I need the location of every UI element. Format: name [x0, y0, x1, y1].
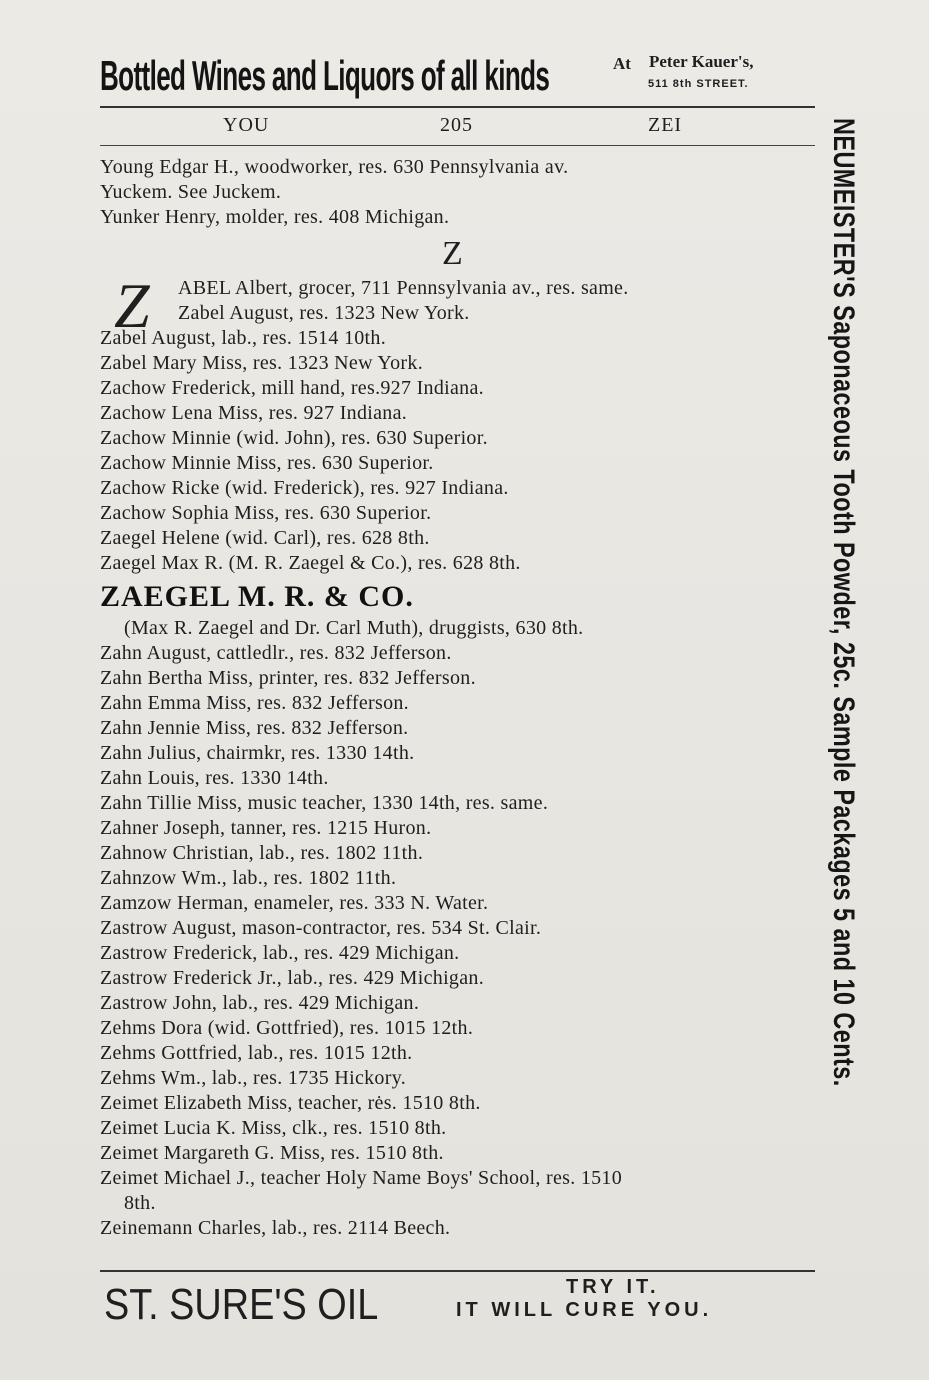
top-advertisement [100, 48, 815, 100]
list-item: Young Edgar H., woodworker, res. 630 Pennsylvania av. [100, 156, 569, 178]
ad-product: ST. SURE'S OIL [104, 1280, 379, 1329]
running-head-right: ZEI [648, 114, 683, 136]
list-item: Zachow Lena Miss, res. 927 Indiana. [100, 402, 408, 424]
ad-at: At [613, 54, 631, 73]
list-item: Zeimet Elizabeth Miss, teacher, rės. 1510 8th. [100, 1092, 481, 1114]
first-entry-text: ABEL Albert, grocer, 711 Pennsylvania av., res. same. [178, 277, 629, 299]
top-rule [100, 106, 815, 108]
list-item: Zahn August, cattledlr., res. 832 Jefferson. [100, 642, 452, 664]
list-item: Zamzow Herman, enameler, res. 333 N. Water. [100, 892, 489, 914]
ad-store-name: Peter Kauer's, [649, 52, 754, 71]
list-item: Zahner Joseph, tanner, res. 1215 Huron. [100, 817, 432, 839]
bottom-advertisement [100, 1276, 820, 1336]
list-item: Zehms Wm., lab., res. 1735 Hickory. [100, 1067, 406, 1089]
running-head-left: YOU [223, 114, 270, 136]
list-item: Yuckem. See Juckem. [100, 181, 282, 203]
list-item: Zachow Minnie (wid. John), res. 630 Superior. [100, 427, 488, 449]
list-item: Zachow Sophia Miss, res. 630 Superior. [100, 502, 432, 524]
list-item-continuation: 8th. [124, 1192, 156, 1214]
list-item: Zahn Jennie Miss, res. 832 Jefferson. [100, 717, 409, 739]
side-advertisement [818, 118, 866, 1268]
list-item: Zahn Julius, chairmkr, res. 1330 14th. [100, 742, 415, 764]
section-letter: Z [441, 235, 464, 272]
page-number: 205 [440, 114, 473, 136]
list-item: Zahnow Christian, lab., res. 1802 11th. [100, 842, 424, 864]
list-item: Zeimet Lucia K. Miss, clk., res. 1510 8th. [100, 1117, 447, 1139]
list-item: Zabel Mary Miss, res. 1323 New York. [100, 352, 423, 374]
list-item: Zaegel Helene (wid. Carl), res. 628 8th. [100, 527, 430, 549]
list-item: Zeimet Margareth G. Miss, res. 1510 8th. [100, 1142, 444, 1164]
ad-address: 511 8th STREET. [648, 78, 749, 90]
featured-entry-detail: (Max R. Zaegel and Dr. Carl Muth), druggists, 630 8th. [124, 617, 584, 639]
list-item: Zehms Gottfried, lab., res. 1015 12th. [100, 1042, 413, 1064]
list-item: Zabel August, lab., res. 1514 10th. [100, 327, 387, 349]
list-item: Zahnzow Wm., lab., res. 1802 11th. [100, 867, 397, 889]
ad-try: TRY IT. [566, 1276, 660, 1298]
list-item: Zeimet Michael J., teacher Holy Name Boys' School, res. 1510 [100, 1167, 623, 1189]
list-item: Zehms Dora (wid. Gottfried), res. 1015 12th. [100, 1017, 474, 1039]
list-item: Yunker Henry, molder, res. 408 Michigan. [100, 206, 450, 228]
list-item: Zahn Tillie Miss, music teacher, 1330 14th, res. same. [100, 792, 549, 814]
list-item: Zahn Louis, res. 1330 14th. [100, 767, 329, 789]
running-head [100, 114, 815, 140]
bottom-rule [100, 1270, 815, 1272]
list-item: Zachow Ricke (wid. Frederick), res. 927 Indiana. [100, 477, 509, 499]
list-item: Zahn Bertha Miss, printer, res. 832 Jefferson. [100, 667, 476, 689]
list-item: Zastrow John, lab., res. 429 Michigan. [100, 992, 420, 1014]
drop-cap: Z [114, 270, 150, 341]
list-item: Zastrow Frederick, lab., res. 429 Michigan. [100, 942, 460, 964]
list-item: Zabel August, res. 1323 New York. [178, 302, 470, 324]
list-item: Zaegel Max R. (M. R. Zaegel & Co.), res. 628 8th. [100, 552, 521, 574]
side-ad-text-wrapper [820, 118, 866, 1268]
list-item: Zastrow Frederick Jr., lab., res. 429 Michigan. [100, 967, 485, 989]
list-item: Zachow Frederick, mill hand, res.927 Indiana. [100, 377, 484, 399]
head-rule [100, 145, 815, 146]
directory-entries [100, 155, 820, 1241]
list-item: Zeinemann Charles, lab., res. 2114 Beech. [100, 1217, 451, 1239]
ad-cure: IT WILL CURE YOU. [456, 1299, 713, 1321]
featured-entry-name: ZAEGEL M. R. & CO. [100, 580, 414, 613]
side-ad-text: NEUMEISTER'S Saponaceous Tooth Powder, 25c. Sample Packages 5 and 10 Cents. [827, 118, 860, 1087]
list-item: Zahn Emma Miss, res. 832 Jefferson. [100, 692, 409, 714]
list-item: Zachow Minnie Miss, res. 630 Superior. [100, 452, 434, 474]
ad-headline: Bottled Wines and Liquors of all kinds [100, 52, 550, 99]
list-item: Zastrow August, mason-contractor, res. 534 St. Clair. [100, 917, 542, 939]
